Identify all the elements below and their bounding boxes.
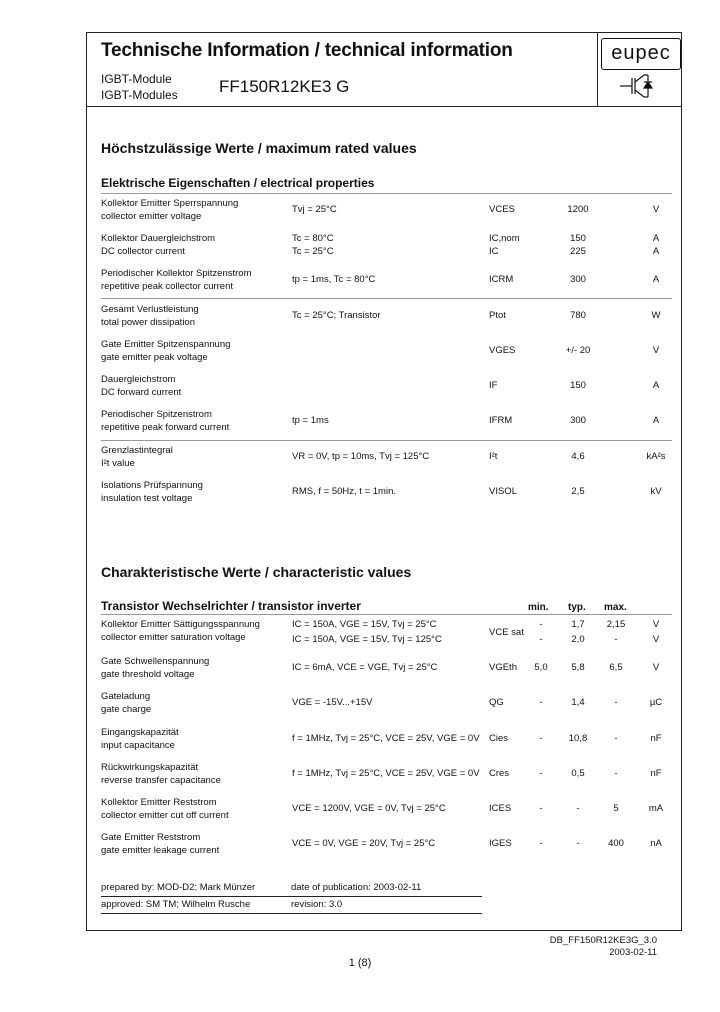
param-name-en: DC forward current <box>101 387 182 398</box>
value: 150 <box>570 233 586 244</box>
max-value: 6,5 <box>609 662 623 673</box>
symbol: I²t <box>489 451 498 462</box>
param-name-en: total power dissipation <box>101 317 195 328</box>
col-typ-header: typ. <box>568 602 586 613</box>
param-name-de: Periodischer Kollektor Spitzenstrom <box>101 268 252 279</box>
symbol: VISOL <box>489 486 517 497</box>
max-rated-heading: Höchstzulässige Werte / maximum rated values <box>101 140 417 156</box>
eupec-logo: eupec <box>601 38 681 70</box>
unit: nA <box>650 838 662 849</box>
min-value: - <box>539 733 543 744</box>
unit: A <box>652 233 660 244</box>
footer-line <box>101 913 482 914</box>
row-separator <box>101 440 672 441</box>
product-code: FF150R12KE3 G <box>219 77 350 96</box>
value: 2,5 <box>571 486 585 497</box>
symbol: IGES <box>489 838 512 849</box>
condition: Tvj = 25°C <box>292 204 337 215</box>
typ-value: - <box>576 803 580 814</box>
param-name-de: Gateladung <box>101 691 151 702</box>
unit: V <box>652 345 660 356</box>
symbol: IC,nom <box>489 233 520 244</box>
param-name-de: Gate Emitter Reststrom <box>101 832 201 843</box>
revision: revision: 3.0 <box>291 899 343 910</box>
prepared-by: prepared by: MOD-D2; Mark Münzer <box>101 882 256 893</box>
typ-value: 5,8 <box>571 662 585 673</box>
value: 4,6 <box>571 451 585 462</box>
max-value: 5 <box>613 803 619 814</box>
row-separator <box>101 193 672 194</box>
symbol: QG <box>489 697 504 708</box>
condition: f = 1MHz, Tvj = 25°C, VCE = 25V, VGE = 0V <box>292 768 480 779</box>
symbol: VCES <box>489 204 515 215</box>
condition: IC = 6mA, VCE = VGE, Tvj = 25°C <box>292 662 438 673</box>
value: 150 <box>570 380 586 391</box>
param-name-en: collector emitter saturation voltage <box>101 632 246 643</box>
min-value: 5,0 <box>534 662 548 673</box>
row-separator <box>101 614 672 615</box>
condition: VCE = 1200V, VGE = 0V, Tvj = 25°C <box>292 803 446 814</box>
unit: V <box>652 662 660 673</box>
unit: mA <box>648 803 664 814</box>
unit: A <box>652 415 660 426</box>
module-type-de: IGBT-Module <box>101 72 172 86</box>
condition: VCE = 0V, VGE = 20V, Tvj = 25°C <box>292 838 436 849</box>
condition: tp = 1ms <box>292 415 329 426</box>
unit: V <box>652 204 660 215</box>
param-name-en: reverse transfer capacitance <box>101 775 221 786</box>
param-name-en: input capacitance <box>101 740 175 751</box>
min-value: - <box>539 619 543 630</box>
param-name-en: gate emitter leakage current <box>101 845 220 856</box>
param-name-en: DC collector current <box>101 246 185 257</box>
condition: Tc = 25°C; Transistor <box>292 310 381 321</box>
symbol-2: IC <box>489 246 499 257</box>
page-title: Technische Information / technical information <box>101 40 513 61</box>
module-type-en: IGBT-Modules <box>101 88 178 102</box>
param-name-de: Grenzlastintegral <box>101 445 173 456</box>
param-name-de: Isolations Prüfspannung <box>101 480 203 491</box>
param-name-en: collector emitter cut off current <box>101 810 229 821</box>
param-name-en: insulation test voltage <box>101 493 193 504</box>
unit: kA²s <box>646 451 666 462</box>
unit: W <box>651 310 661 321</box>
value-2: 225 <box>570 246 586 257</box>
max-value: - <box>614 733 618 744</box>
symbol: IF <box>489 380 498 391</box>
condition: f = 1MHz, Tvj = 25°C, VCE = 25V, VGE = 0V <box>292 733 480 744</box>
param-name-de: Kollektor Dauergleichstrom <box>101 233 216 244</box>
param-name-en: repetitive peak collector current <box>101 281 234 292</box>
document-reference: DB_FF150R12KE3G_3.0 <box>549 935 657 946</box>
unit: µC <box>649 697 663 708</box>
condition: VR = 0V, tp = 10ms, Tvj = 125°C <box>292 451 430 462</box>
param-name-de: Kollektor Emitter Sättigungsspannung <box>101 619 260 630</box>
min-value: - <box>539 768 543 779</box>
condition: Tc = 80°C <box>292 233 334 244</box>
symbol: VGES <box>489 345 516 356</box>
symbol: VCE sat <box>489 627 524 638</box>
param-name-de: Gesamt Verlustleistung <box>101 304 199 315</box>
param-name-en: gate charge <box>101 704 152 715</box>
page-number: 1 (8) <box>348 957 372 969</box>
value: +/- 20 <box>565 345 591 356</box>
logo-separator <box>597 32 598 106</box>
value: 300 <box>570 415 586 426</box>
typ-value: 1,4 <box>571 697 585 708</box>
unit-2: V <box>652 634 660 645</box>
value: 1200 <box>567 204 589 215</box>
approved-by: approved: SM TM; Wilhelm Rusche <box>101 899 251 910</box>
unit-2: A <box>652 246 660 257</box>
param-name-en: gate emitter peak voltage <box>101 352 208 363</box>
symbol: IFRM <box>489 415 513 426</box>
typ-value: - <box>576 838 580 849</box>
condition: tp = 1ms, Tc = 80°C <box>292 274 376 285</box>
max-value: 2,15 <box>606 619 626 630</box>
value: 780 <box>570 310 586 321</box>
param-name-de: Rückwirkungskapazität <box>101 762 199 773</box>
unit: kV <box>650 486 662 497</box>
min-value: - <box>539 838 543 849</box>
symbol: Cies <box>489 733 509 744</box>
header-separator <box>86 106 682 107</box>
typ-value: 10,8 <box>568 733 588 744</box>
symbol: Ptot <box>489 310 506 321</box>
unit: nF <box>650 768 662 779</box>
param-name-de: Gate Schwellenspannung <box>101 656 210 667</box>
transistor-inverter-heading: Transistor Wechselrichter / transistor inverter <box>101 599 361 613</box>
typ-value: 1,7 <box>571 619 585 630</box>
param-name-en: gate threshold voltage <box>101 669 195 680</box>
condition-2: IC = 150A, VGE = 15V, Tvj = 125°C <box>292 634 442 645</box>
symbol: ICES <box>489 803 512 814</box>
typ-value: 0,5 <box>571 768 585 779</box>
min-value: - <box>539 697 543 708</box>
max-value-2: - <box>614 634 618 645</box>
symbol: ICRM <box>489 274 514 285</box>
param-name-en: collector emitter voltage <box>101 211 202 222</box>
characteristic-heading: Charakteristische Werte / characteristic values <box>101 564 412 580</box>
condition-2: Tc = 25°C <box>292 246 334 257</box>
condition: RMS, f = 50Hz, t = 1min. <box>292 486 397 497</box>
document-date: 2003-02-11 <box>609 947 657 958</box>
igbt-symbol-icon <box>618 72 662 100</box>
col-max-header: max. <box>604 602 627 613</box>
unit: A <box>652 274 660 285</box>
unit: nF <box>650 733 662 744</box>
value: 300 <box>570 274 586 285</box>
param-name-en: repetitive peak forward current <box>101 422 230 433</box>
param-name-de: Kollektor Emitter Reststrom <box>101 797 217 808</box>
param-name-de: Eingangskapazität <box>101 727 179 738</box>
condition: VGE = -15V...+15V <box>292 697 373 708</box>
typ-value-2: 2,0 <box>571 634 585 645</box>
param-name-en: I²t value <box>101 458 135 469</box>
unit: A <box>652 380 660 391</box>
unit: V <box>652 619 660 630</box>
param-name-de: Periodischer Spitzenstrom <box>101 409 212 420</box>
publication-date: date of publication: 2003-02-11 <box>291 882 422 893</box>
max-value: 400 <box>608 838 624 849</box>
max-value: - <box>614 768 618 779</box>
symbol: VGEth <box>489 662 517 673</box>
min-value-2: - <box>539 634 543 645</box>
param-name-de: Kollektor Emitter Sperrspannung <box>101 198 239 209</box>
electrical-properties-heading: Elektrische Eigenschaften / electrical properties <box>101 176 375 190</box>
condition: IC = 150A, VGE = 15V, Tvj = 25°C <box>292 619 437 630</box>
max-value: - <box>614 697 618 708</box>
symbol: Cres <box>489 768 510 779</box>
footer-line <box>101 896 482 897</box>
min-value: - <box>539 803 543 814</box>
col-min-header: min. <box>528 602 549 613</box>
row-separator <box>101 298 672 299</box>
param-name-de: Dauergleichstrom <box>101 374 176 385</box>
param-name-de: Gate Emitter Spitzenspannung <box>101 339 231 350</box>
